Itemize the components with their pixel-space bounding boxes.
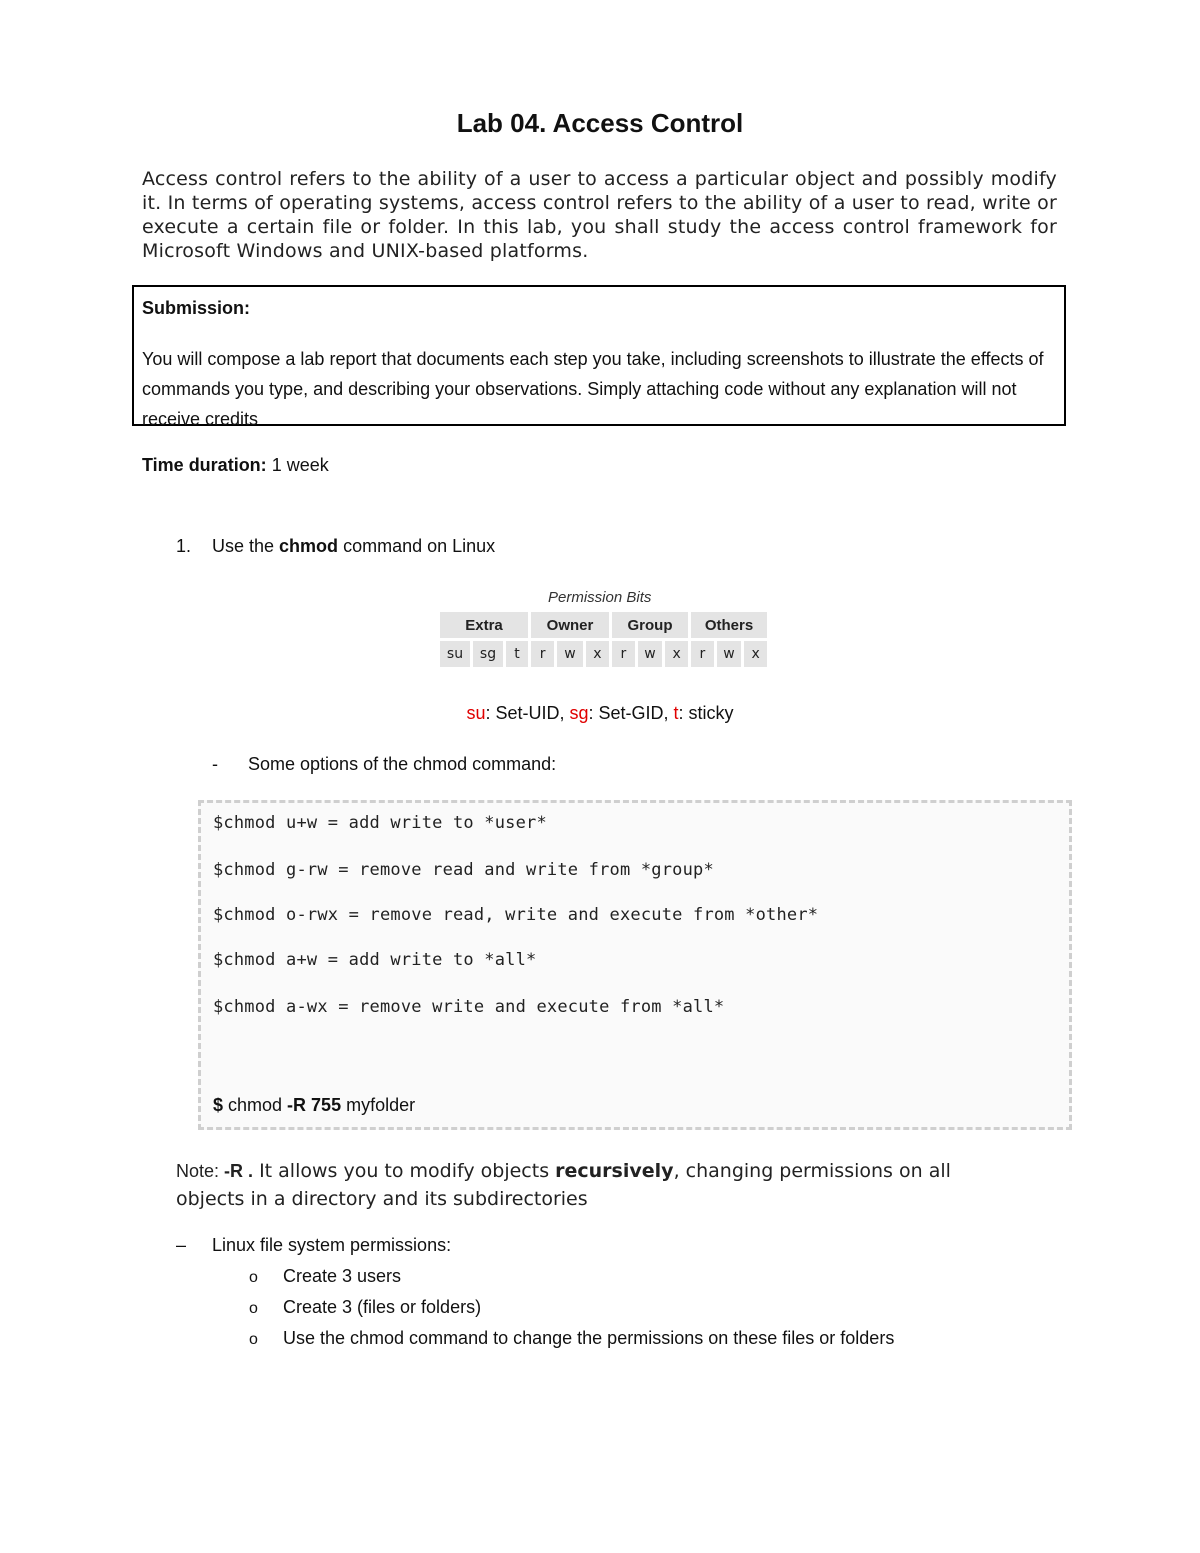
submission-text: You will compose a lab report that documents each step you take, including screenshots to illustrate the effects of commands you type, and describing your observations. Simply attaching code without any explanation will not receive credits (142, 349, 1044, 429)
linux-perm-dash: – (176, 1235, 187, 1255)
note-paragraph (176, 1157, 1016, 1213)
step-1-cmd: chmod (279, 536, 339, 556)
time-duration (142, 455, 329, 476)
note-label: Note: (176, 1161, 220, 1181)
time-duration-value: 1 week (266, 455, 329, 475)
group-owner: Owner (531, 612, 609, 641)
page-title: Lab 04. Access Control (456, 108, 744, 138)
bit-cell: sg (473, 641, 503, 670)
submission-heading: Submission: (142, 298, 251, 318)
bit-cell: r (612, 641, 635, 670)
step-1-pre: Use the (212, 536, 280, 556)
note-post: , changing permissions on all objects in a directory and its subdirectories (176, 1160, 951, 1210)
legend-su: su (466, 703, 486, 723)
permission-table-caption: Permission Bits (548, 589, 652, 606)
code-line: $chmod o-rwx = remove read, write and execute from *other* (213, 905, 819, 925)
bullet-icon: o (249, 1331, 258, 1348)
bit-cell: w (557, 641, 582, 670)
bit-cell: r (531, 641, 554, 670)
list-item-text: Create 3 (files or folders) (283, 1297, 482, 1317)
bit-cell: x (665, 641, 688, 670)
code-line: $chmod g-rw = remove read and write from *group* (213, 860, 714, 880)
note-pre: It allows you to modify objects (253, 1160, 556, 1182)
bit-cell: w (638, 641, 663, 670)
bullet-icon: o (249, 1300, 258, 1317)
bit-cell: w (717, 641, 742, 670)
options-heading (212, 754, 556, 775)
legend-t-desc: : sticky (678, 703, 734, 723)
list-item-text: Use the chmod command to change the permissions on these files or folders (283, 1328, 895, 1348)
legend-sg: sg (569, 703, 589, 723)
bit-cell: x (586, 641, 609, 670)
submission-box (132, 285, 1066, 429)
linux-perm-label: Linux file system permissions: (212, 1235, 452, 1255)
chmod-r-pre: chmod (223, 1095, 288, 1115)
chmod-r-dollar: $ (213, 1095, 224, 1115)
legend-sg-desc: : Set-GID, (588, 703, 674, 723)
list-item-text: Create 3 users (283, 1266, 402, 1286)
legend-t: t (673, 703, 679, 723)
bit-cell: t (506, 641, 528, 670)
intro-paragraph: Access control refers to the ability of a user to access a particular object and possibly modify it. In terms of operating systems, access control refers to the ability of a user to read, write or execute a certain file or folder. In this lab, you shall study the access control framework for Microsoft Windows and UNIX-based platforms. (142, 168, 1057, 262)
permission-legend (0, 703, 1200, 724)
bit-cell: x (744, 641, 767, 670)
permission-bits-table (437, 612, 770, 670)
linux-perm-heading (176, 1235, 451, 1256)
note-flag: -R . (219, 1161, 254, 1181)
options-dash: - (212, 754, 218, 774)
list-item (249, 1266, 401, 1287)
step-1-post: command on Linux (338, 536, 496, 556)
step-1-number: 1. (176, 536, 192, 556)
group-others: Others (691, 612, 767, 641)
chmod-r-post: myfolder (341, 1095, 416, 1115)
options-label: Some options of the chmod command: (248, 754, 557, 774)
note-bold: recursively (555, 1160, 674, 1182)
bit-cell: r (691, 641, 714, 670)
bullet-icon: o (249, 1269, 258, 1286)
group-group: Group (612, 612, 688, 641)
legend-su-desc: : Set-UID, (485, 703, 570, 723)
list-item (249, 1328, 894, 1349)
group-extra: Extra (440, 612, 528, 641)
chmod-r-flag: -R 755 (287, 1095, 342, 1115)
chmod-recursive-example (213, 1095, 415, 1116)
step-1 (176, 536, 495, 557)
bit-cell: su (440, 641, 470, 670)
list-item (249, 1297, 481, 1318)
time-duration-label: Time duration: (142, 455, 267, 475)
code-line: $chmod a+w = add write to *all* (213, 950, 537, 970)
code-line: $chmod a-wx = remove write and execute from *all* (213, 997, 725, 1017)
code-line: $chmod u+w = add write to *user* (213, 813, 547, 833)
